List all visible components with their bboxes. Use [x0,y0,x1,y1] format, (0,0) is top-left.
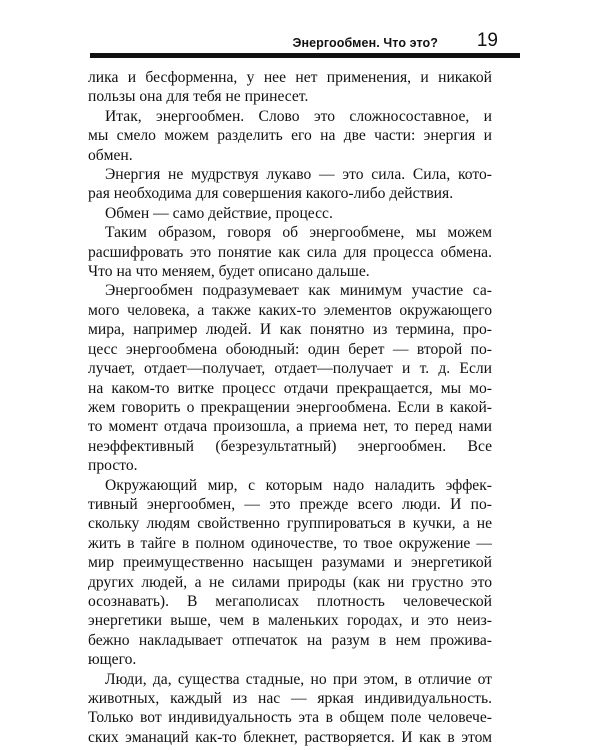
text-line: энергетики выше, чем в маленьких городах, и это неиз- [88,612,492,630]
text-line: мого человека, а также каких-то элементов окружающего [88,301,492,319]
text-line: пользы она для тебя не принесет. [88,88,309,106]
text-line: расшифровать это понятие как сила для процесса обмена. [88,243,492,261]
text-line: других людей, а не силами природы (как ни грустно это [88,573,492,591]
text-line: осознавать). В мегаполисах плотность человеческой [88,592,492,610]
text-line: обмен. [88,146,133,164]
page-number: 19 [476,30,498,51]
text-line: животных, каждый из нас — яркая индивидуальность. [88,690,492,707]
text-line: скольку людям свойственно группироваться в кучки, а не [88,515,492,533]
header-rule [90,53,520,58]
running-header [90,30,520,56]
text-line: жить в тайге в полном одиночестве, то твое окружение — [88,534,492,552]
text-line: Энергия не мудрствуя лукаво — это сила. Сила, кото- [105,166,492,184]
text-line: лика и бесформенна, у нее нет применения, и никакой [88,69,492,86]
text-line: Таким образом, говоря об энергообмене, мы можем [105,224,492,242]
text-line: неэффективный (безрезультатный) энергообмен. Все [88,437,492,455]
text-line: Обмен — само действие, процесс. [105,204,333,222]
text-line: Люди, да, существа стадные, но при этом, в отличие от [105,670,492,688]
text-line: на каком-то витке процесс отдачи прекращается, мы мо- [88,379,492,397]
text-line: ских эманаций как-то блекнет, растворяется. И как в этом [88,728,492,746]
text-line: Энергообмен подразумевает как минимум участие са- [105,282,492,300]
text-line: жем говорить о прекращении энергообмена. Если в какой- [88,398,492,416]
text-line: лучает, отдает—получает, отдает—получает и т. д. Если [88,360,492,378]
text-line: Итак, энергообмен. Слово это сложносоставное, и [105,107,492,125]
text-line: ющего. [88,651,137,669]
text-line: Окружающий мир, с которым надо наладить эффек- [105,476,492,494]
text-line: просто. [88,457,138,475]
text-line: мы смело можем разделить его на две части: энергия и [88,127,492,145]
text-line: бежно накладывает отпечаток на разум в нем прожива- [88,631,492,649]
text-line: цесс энергообмена обоюдный: один берет — второй по- [88,340,492,358]
body-text [88,68,492,747]
text-line: Только вот индивидуальность эта в общем поле человече- [88,709,492,727]
text-line: то момент отдача произошла, а приема нет, то перед нами [88,418,492,436]
text-line: тивный энергообмен, — это прежде всего люди. И по- [88,495,492,513]
text-line: мир преимущественно насыщен разумами и энергетикой [88,554,492,572]
text-line: рая необходима для совершения какого-либо действия. [88,185,454,203]
chapter-title: Энергообмен. Что это? [292,36,438,50]
text-line: мира, например людей. И как понятно из термина, про- [88,321,492,339]
text-line: Что на что меняем, будет описано дальше. [88,263,370,281]
